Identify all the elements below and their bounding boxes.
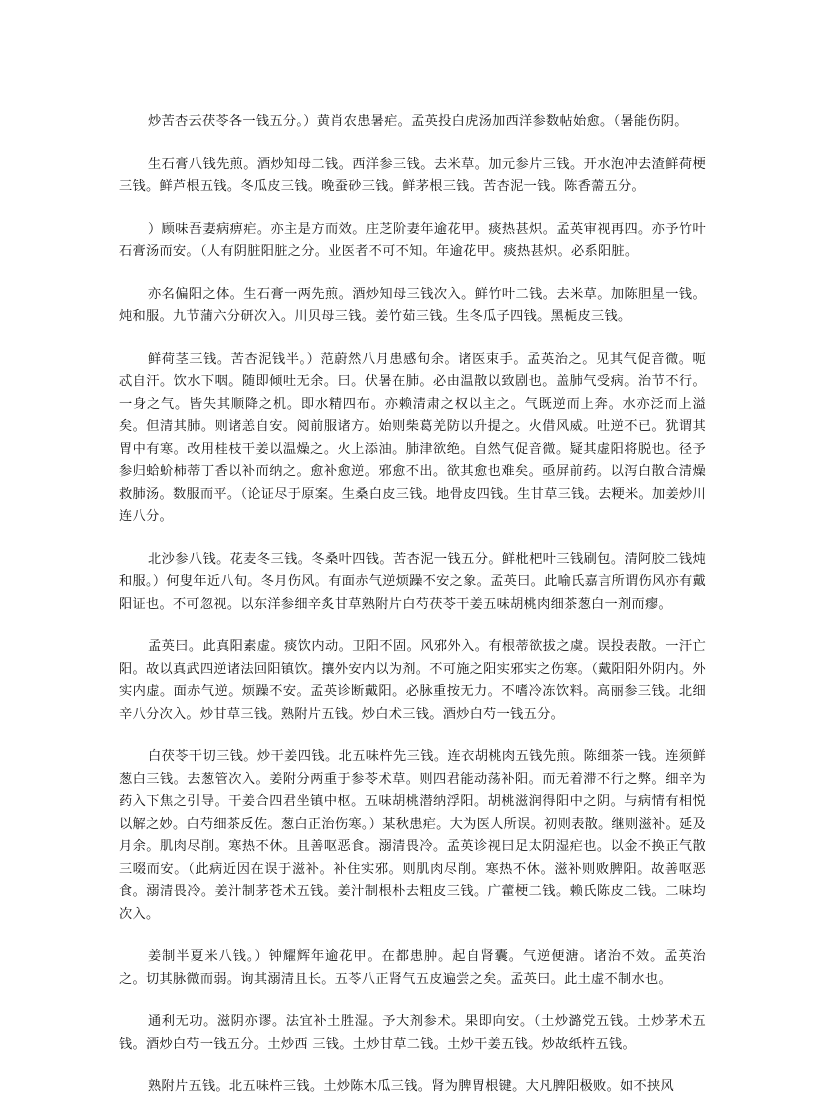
- paragraph: 鲜荷茎三钱。苦杏泥钱半。）范蔚然八月患感旬余。诸医束手。孟英治之。见其气促音微。呃忒自汗。饮水下咽。随即倾吐无余。曰。伏暑在肺。必由温散以致剧也。盖肺气受病。治节不行。一身之气。皆失其顺降之机。即水精四布。亦赖清肃之权以主之。气既逆而上奔。水亦泛而上溢矣。但清其肺。则诸恙自安。阅前服诸方。始则柴葛羌防以升提之。火借风威。吐逆不已。犹谓其胃中有寒。改用桂枝干姜以温燥之。火上添油。肺津欲绝。自然气促音微。疑其虚阳将脱也。径予参归蛤蚧柿蒂丁香以补而纳之。愈补愈逆。邪愈不出。欲其愈也难矣。亟屏前药。以泻白散合清燥救肺汤。数服而平。（论证尽于原案。生桑白皮三钱。地骨皮四钱。生甘草三钱。去粳米。加姜炒川连八分。: [119, 351, 706, 524]
- paragraph: 炒苦杏云茯苓各一钱五分。）黄肖农患暑疟。孟英投白虎汤加西洋参数帖始愈。（暑能伤阴。: [148, 114, 688, 129]
- paragraph: 熟附片五钱。北五味杵三钱。土炒陈木瓜三钱。肾为脾胃根键。大凡脾阳极败。如不挟风: [148, 1079, 675, 1094]
- paragraph: 北沙参八钱。花麦冬三钱。冬桑叶四钱。苦杏泥一钱五分。鲜枇杷叶三钱刷包。清阿胶二钱炖和服。）何叟年近八旬。冬月伤风。有面赤气逆烦躁不安之象。孟英曰。此喻氏嘉言所谓伤风亦有戴阳证也。不可忽视。以东洋参细辛炙甘草熟附片白芍茯苓干姜五味胡桃肉细茶葱白一剂而瘳。: [119, 551, 706, 612]
- paragraph: ）顾味吾妻病痹疟。亦主是方而效。庄芝阶妻年逾花甲。痰热甚炽。孟英审视再四。亦予竹叶石膏汤而安。（人有阴脏阳脏之分。业医者不可不知。年逾花甲。痰热甚炽。必系阳脏。: [119, 221, 706, 259]
- paragraph: 白茯苓干切三钱。炒干姜四钱。北五味杵先三钱。连衣胡桃肉五钱先煎。陈细茶一钱。连须鲜葱白三钱。去葱管次入。姜附分两重于参苓术草。则四君能动荡补阳。而无着滞不行之弊。细辛为药入下焦之引导。干姜合四君坐镇中枢。五味胡桃潜纳浮阳。胡桃滋润得阳中之阴。与病情有相悦以解之妙。白芍细茶反佐。葱白正治伤寒。）某秋患疟。大为医人所误。初则表散。继则滋补。延及月余。肌肉尽削。寒热不休。且善呕恶食。溺清畏冷。孟英诊视曰足太阴湿疟也。以金不换正气散三啜而安。（此病近因在误于滋补。补住实邪。则肌肉尽削。寒热不休。滋补则败脾阳。故善呕恶食。溺清畏冷。姜汁制茅苍术五钱。姜汁制根朴去粗皮三钱。广藿梗二钱。赖氏陈皮二钱。二味均次入。: [119, 749, 706, 922]
- paragraph: 孟英曰。此真阳素虚。痰饮内动。卫阳不固。风邪外入。有根蒂欲拔之虞。误投表散。一汗亡阳。故以真武四逆诸法回阳镇饮。攘外安内以为剂。不可施之阳实邪实之伤寒。（戴阳阳外阴内。外实内虚。面赤气逆。烦躁不安。孟英诊断戴阳。必脉重按无力。不嗜冷冻饮料。高丽参三钱。北细辛八分次入。炒甘草三钱。熟附片五钱。炒白术三钱。酒炒白芍一钱五分。: [119, 639, 706, 722]
- paragraph: 生石膏八钱先煎。酒炒知母二钱。西洋参三钱。去米草。加元参片三钱。开水泡冲去渣鲜荷梗三钱。鲜芦根五钱。冬瓜皮三钱。晚蚕砂三钱。鲜茅根三钱。苦杏泥一钱。陈香薷五分。: [119, 156, 706, 194]
- paragraph: 亦名偏阳之体。生石膏一两先煎。酒炒知母三钱次入。鲜竹叶二钱。去米草。加陈胆星一钱。炖和服。九节蒲六分研次入。川贝母三钱。姜竹茹三钱。生冬瓜子四钱。黑栀皮三钱。: [119, 286, 706, 324]
- paragraph: 通利无功。滋阴亦谬。法宜补土胜湿。予大剂参术。果即向安。（土炒潞党五钱。土炒茅术五钱。酒炒白芍一钱五分。土炒西 三钱。土炒甘草二钱。土炒干姜五钱。炒故纸杵五钱。: [119, 1014, 706, 1052]
- paragraph: 姜制半夏米八钱。）钟耀辉年逾花甲。在都患肿。起自肾囊。气逆便溏。诸治不效。孟英治之。切其脉微而弱。询其溺清且长。五苓八正肾气五皮遍尝之矣。孟英曰。此土虚不制水也。: [119, 949, 706, 987]
